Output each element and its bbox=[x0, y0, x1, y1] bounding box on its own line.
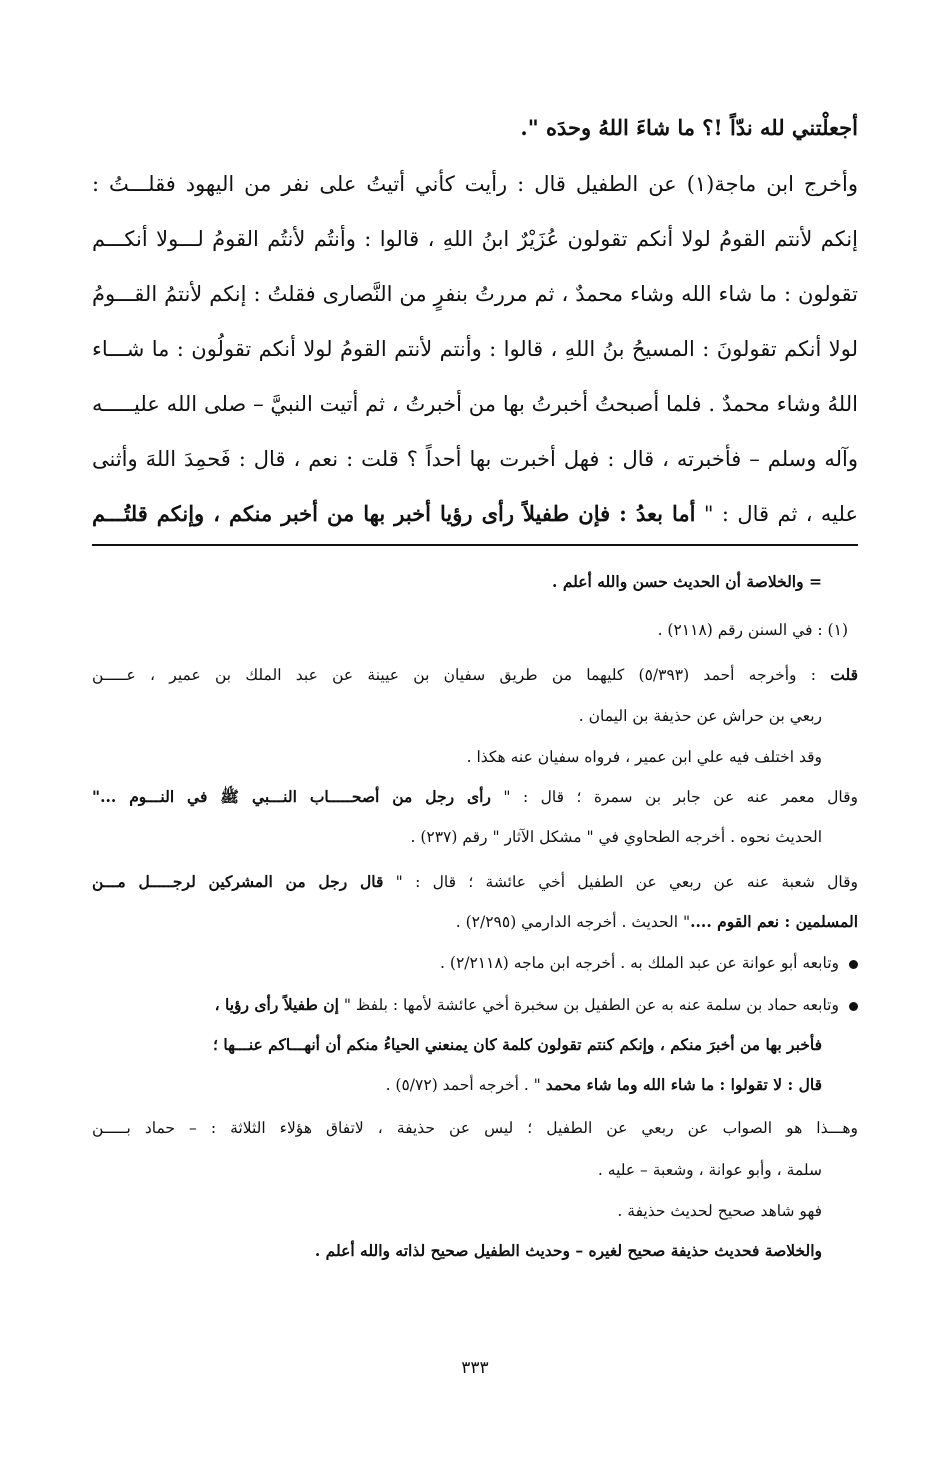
footnote-ikhtalaf: وقد اختلف فيه علي ابن عمير ، فرواه سفيان عنه هكذا . bbox=[466, 748, 822, 766]
main-text-line-1: أجعلْتني لله ندّاً !؟ ما شاءَ اللهُ وحدَه ". bbox=[520, 115, 858, 140]
footnote-khulasa: والخلاصة فحديث حذيفة صحيح لغيره – وحديث الطفيل صحيح لذاته والله أعلم . bbox=[314, 1241, 822, 1260]
book-page bbox=[92, 0, 858, 1478]
footnote-qult-line-2: ربعي بن حراش عن حذيفة بن اليمان . bbox=[578, 707, 822, 725]
footnote-bullet-1 bbox=[92, 944, 858, 982]
footnote-hadha-line-1: وهـــذا هو الصواب عن ربعي عن الطفيل ؛ ليس عن حذيفة ، لاتفاق هؤلاء الثلاثة : – حماد بـــــن bbox=[92, 1119, 858, 1137]
main-text-line-6: اللهُ وشاء محمدٌ . فلما أصبحتُ أخبرتُ بها من أخبرتُ ، ثم أتيت النبيَّ – صلى الله عليـــــه bbox=[92, 392, 858, 416]
shuba-bold: قال رجل من المشركين لرجـــــل مـــن bbox=[92, 872, 384, 891]
footnote-1-reference: (١) : في السنن رقم (٢١١٨) . bbox=[657, 621, 848, 639]
bullet-2-line-3-bold: قال : لا تقولوا : ما شاء الله وما شاء محمد bbox=[545, 1075, 822, 1094]
main-text-line-8-plain: عليه ، ثم قال : " bbox=[695, 502, 858, 526]
footnote-bullet-2-line-2: فأخبر بها من أخبرَ منكم ، وإنكم كنتم تقولون كلمة كان يمنعني الحياءُ منكم أن أنهـــاكم عنـــها ؛ bbox=[213, 1035, 822, 1054]
page-number: ٣٣٣ bbox=[461, 1358, 489, 1378]
main-text-line-5: لولا أنكم تقولونَ : المسيحُ بنُ اللهِ ، قالوا : وأنتم لأنتم القومُ لولا أنكم تقولُون : ما شـــاء bbox=[92, 337, 858, 361]
footnote-bullet-2-line-1 bbox=[92, 986, 858, 1024]
bullet-2-line-3-text: " . أخرجه أحمد (٥/٧٢) . bbox=[385, 1076, 546, 1094]
footnote-hadha-line-2: سلمة ، وأبو عوانة ، وشعبة – عليه . bbox=[597, 1161, 822, 1179]
main-text-line-8-bold: أما بعدُ : فإن طفيلاً رأى رؤيا أخبر بها من أخبر منكم ، وإنكم قلتُـــم bbox=[92, 501, 696, 526]
bullet-icon bbox=[849, 960, 858, 969]
shuba-plain: وقال شعبة عنه عن ربعي عن الطفيل أخي عائشة ؛ قال : " bbox=[383, 873, 858, 891]
qult-text: : وأخرجه أحمد (٥/٣٩٣) كليهما من طريق سفيان بن عيينة عن عبد الملك بن عمير ، عـــــن bbox=[92, 666, 831, 684]
main-text-line-3: إنكم لأنتم القومُ لولا أنكم تقولون عُزَيْرٌ ابنُ اللهِ ، قالوا : وأنتُم لأنتُم القومُ لـــولا أنكـــم bbox=[92, 227, 858, 251]
bullet-2-plain: وتابعه حماد بن سلمة عنه به عن الطفيل بن سخبرة أخي عائشة لأمها : بلفظ " bbox=[338, 996, 839, 1014]
footnote-maamar-line-2: الحديث نحوه . أخرجه الطحاوي في " مشكل الآثار " رقم (٢٣٧) . bbox=[410, 828, 822, 846]
main-text-line-7: وآله وسلم – فأخبرته ، قال : فهل أخبرت بها أحداً ؟ قلت : نعم ، قال : فَحمِدَ اللهَ وأثنى bbox=[92, 447, 858, 471]
main-text-line-8 bbox=[92, 489, 858, 539]
maamar-plain: وقال معمر عنه عن جابر بن سمرة ؛ قال : " bbox=[490, 788, 858, 806]
footnote-shuba-line-2 bbox=[92, 903, 858, 941]
bullet-icon bbox=[849, 1002, 858, 1011]
footnote-separator bbox=[92, 544, 858, 546]
footnote-qult-line-1 bbox=[92, 656, 858, 694]
maamar-bold: رأى رجل من أصحـــــاب النـــبي ﷺ في النـــوم ..." bbox=[92, 787, 491, 806]
main-text-line-4: تقولون : ما شاء الله وشاء محمدٌ ، ثم مررتُ بنفرٍ من النَّصارى فقلتُ : إنكم لأنتمُ القـــومُ bbox=[92, 282, 858, 306]
footnote-maamar-line-1 bbox=[92, 778, 858, 816]
bullet-2-bold: إن طفيلاً رأى رؤيا ، bbox=[214, 995, 339, 1014]
footnote-bullet-2-line-3 bbox=[92, 1066, 858, 1104]
shuba-line-2-text: " الحديث . أخرجه الدارمي (٢/٢٩٥) . bbox=[455, 913, 691, 931]
bullet-1-text: وتابعه أبو عوانة عن عبد الملك به . أخرجه ابن ماجه (٢/٢١١٨) . bbox=[440, 954, 839, 972]
shuba-line-2-bold: المسلمين : نعم القوم .... bbox=[690, 912, 858, 931]
qult-label: قلت bbox=[830, 665, 858, 684]
main-text-line-2: وأخرج ابن ماجة(١) عن الطفيل قال : رأيت كأني أتيتُ على نفر من اليهود فقلـــتُ : bbox=[92, 172, 858, 196]
footnote-shuba-line-1 bbox=[92, 863, 858, 901]
footnote-shahid: فهو شاهد صحيح لحديث حذيفة . bbox=[617, 1202, 822, 1220]
footnote-continuation: = والخلاصة أن الحديث حسن والله أعلم . bbox=[552, 572, 822, 591]
